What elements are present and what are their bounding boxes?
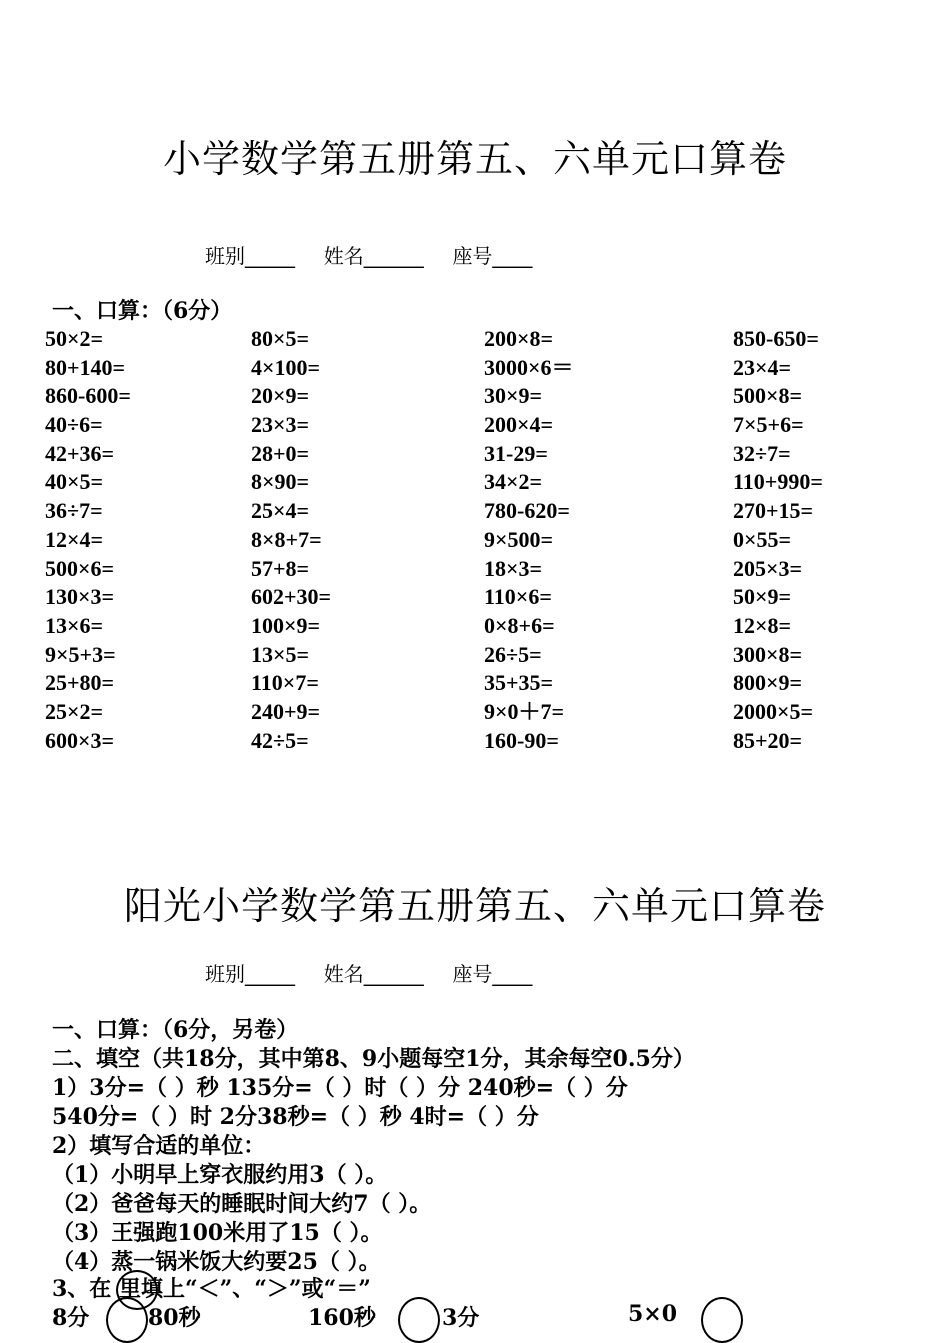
arithmetic-item: 80×5= xyxy=(251,326,310,351)
arithmetic-item: 4×100= xyxy=(251,354,321,380)
arithmetic-item: 57+8= xyxy=(251,555,310,581)
arithmetic-item: 160-90= xyxy=(484,727,559,753)
arithmetic-item: 110×7= xyxy=(251,670,319,696)
compare-circle[interactable] xyxy=(106,1297,148,1343)
arithmetic-item: 30×9= xyxy=(484,383,543,409)
class-field: 班别_____ xyxy=(205,244,295,268)
arithmetic-item: 40×5= xyxy=(45,469,104,495)
arithmetic-item: 110+990= xyxy=(733,469,823,495)
arithmetic-item: 34×2= xyxy=(484,469,543,495)
compare-circle[interactable] xyxy=(701,1297,743,1343)
arithmetic-item: 8×90= xyxy=(251,469,310,495)
arithmetic-item: 0×8+6= xyxy=(484,612,555,638)
arithmetic-item: 780-620= xyxy=(484,498,570,524)
section1-heading: 一、口算：（6分） xyxy=(52,298,233,324)
arithmetic-item: 0×55= xyxy=(733,526,792,552)
arithmetic-item: 35+35= xyxy=(484,670,554,696)
arithmetic-item: 25+80= xyxy=(45,670,115,696)
arithmetic-item: 23×3= xyxy=(251,412,310,438)
class-field: 班别_____ xyxy=(205,962,295,986)
arithmetic-item: 600×3= xyxy=(45,727,115,753)
grid-column xyxy=(484,325,574,755)
grid-column xyxy=(251,325,331,755)
arithmetic-item: 25×4= xyxy=(251,498,310,524)
q1-line1: 1）3分=（ ）秒 135分=（ ）时（ ）分 240秒=（ ）分 xyxy=(52,1075,628,1101)
q3-item: 3分 xyxy=(442,1305,480,1331)
arithmetic-item: 42+36= xyxy=(45,440,115,466)
q2-heading: 2）填写合适的单位： xyxy=(52,1133,266,1159)
q3-item: 80秒 xyxy=(148,1305,201,1331)
name-field: 姓名______ xyxy=(323,962,424,986)
arithmetic-item: 20×9= xyxy=(251,383,310,409)
grid-column xyxy=(45,325,131,755)
arithmetic-item: 200×4= xyxy=(484,412,554,438)
q2-item: （2）爸爸每天的睡眠时间大约7（ ）。 xyxy=(52,1191,432,1217)
q2-item: （1）小明早上穿衣服约用3（ ）。 xyxy=(52,1162,388,1188)
q2-item: （3）王强跑100米用了15（ ）。 xyxy=(52,1220,383,1246)
arithmetic-item: 40÷6= xyxy=(45,412,103,438)
arithmetic-item: 110×6= xyxy=(484,584,552,610)
arithmetic-item: 9×0＋7= xyxy=(484,698,565,724)
arithmetic-item: 9×500= xyxy=(484,526,554,552)
seat-field: 座号____ xyxy=(452,244,533,268)
arithmetic-item: 602+30= xyxy=(251,584,332,610)
arithmetic-item: 28+0= xyxy=(251,440,310,466)
arithmetic-item: 80+140= xyxy=(45,354,126,380)
arithmetic-item: 23×4= xyxy=(733,354,792,380)
arithmetic-item: 130×3= xyxy=(45,584,115,610)
arithmetic-item: 32÷7= xyxy=(733,440,791,466)
arithmetic-item: 800×9= xyxy=(733,670,803,696)
compare-circle[interactable] xyxy=(398,1297,440,1343)
seat-field: 座号____ xyxy=(452,962,533,986)
arithmetic-item: 9×5+3= xyxy=(45,641,116,667)
arithmetic-item: 25×2= xyxy=(45,698,104,724)
arithmetic-item: 7×5+6= xyxy=(733,412,804,438)
arithmetic-item: 13×6= xyxy=(45,612,104,638)
arithmetic-item: 50×2= xyxy=(45,326,104,351)
arithmetic-item: 850-650= xyxy=(733,326,819,351)
arithmetic-item: 3000×6＝ xyxy=(484,354,574,380)
sheet1-title: 小学数学第五册第五、六单元口算卷 xyxy=(162,137,787,181)
arithmetic-item: 500×6= xyxy=(45,555,115,581)
arithmetic-item: 26÷5= xyxy=(484,641,542,667)
q3-item: 8分 xyxy=(52,1305,90,1331)
arithmetic-item: 2000×5= xyxy=(733,698,814,724)
grid-column xyxy=(733,325,823,755)
arithmetic-item: 42÷5= xyxy=(251,727,309,753)
q3-item: 160秒 xyxy=(308,1305,376,1331)
arithmetic-item: 205×3= xyxy=(733,555,803,581)
arithmetic-item: 36÷7= xyxy=(45,498,103,524)
sheet2-title: 阳光小学数学第五册第五、六单元口算卷 xyxy=(123,884,826,928)
arithmetic-item: 18×3= xyxy=(484,555,543,581)
q3-item: 5×0 xyxy=(628,1301,678,1327)
q2-item: （4）蒸一锅米饭大约要25（ ）。 xyxy=(52,1249,381,1275)
sheet1-info-line xyxy=(205,240,532,269)
arithmetic-item: 300×8= xyxy=(733,641,803,667)
arithmetic-item: 100×9= xyxy=(251,612,321,638)
arithmetic-item: 13×5= xyxy=(251,641,310,667)
arithmetic-item: 240+9= xyxy=(251,698,321,724)
sheet2-section2: 二、填空（共18分，其中第8、9小题每空1分，其余每空0.5分） xyxy=(52,1046,695,1072)
arithmetic-item: 50×9= xyxy=(733,584,792,610)
arithmetic-item: 12×4= xyxy=(45,526,104,552)
sheet2-section1: 一、口算：（6分，另卷） xyxy=(52,1017,299,1043)
arithmetic-item: 500×8= xyxy=(733,383,803,409)
arithmetic-item: 12×8= xyxy=(733,612,792,638)
arithmetic-item: 200×8= xyxy=(484,326,554,351)
arithmetic-item: 8×8+7= xyxy=(251,526,322,552)
q1-line2: 540分=（ ）时 2分38秒=（ ）秒 4时=（ ）分 xyxy=(52,1104,539,1130)
name-field: 姓名______ xyxy=(323,244,424,268)
arithmetic-item: 85+20= xyxy=(733,727,803,753)
q3-heading: 3、在 里填上“＜”、“＞”或“＝” xyxy=(52,1276,371,1302)
arithmetic-item: 860-600= xyxy=(45,383,131,409)
sheet2-info-line xyxy=(205,958,532,987)
arithmetic-item: 31-29= xyxy=(484,440,548,466)
arithmetic-item: 270+15= xyxy=(733,498,814,524)
